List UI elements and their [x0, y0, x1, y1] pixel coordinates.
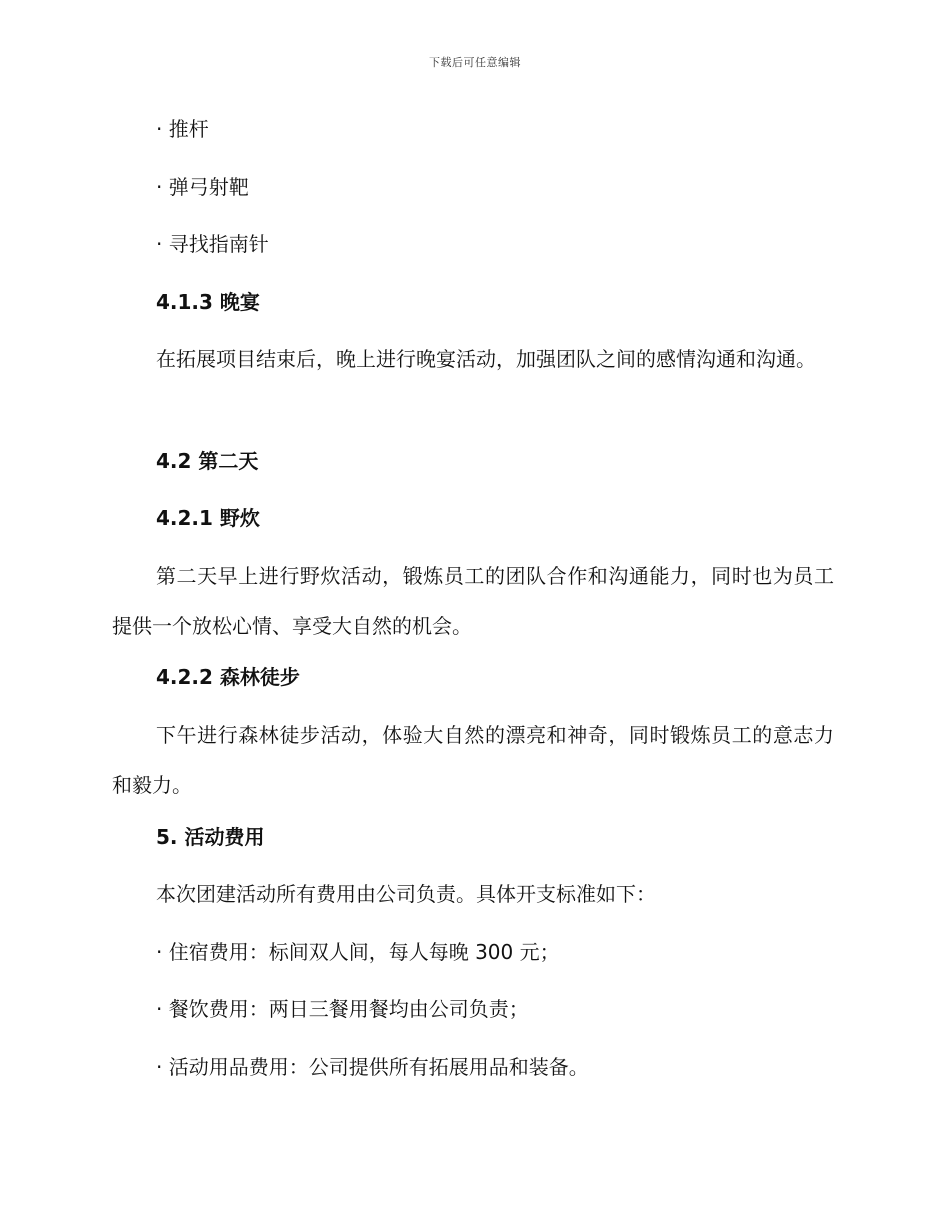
bullet-item: · 弹弓射靶: [156, 175, 249, 199]
section-heading-4-1-3: 4.1.3 晚宴: [156, 290, 260, 314]
paragraph-5-intro: 本次团建活动所有费用由公司负责。具体开支标准如下：: [156, 882, 656, 906]
cost-bullet-item: · 活动用品费用：公司提供所有拓展用品和装备。: [156, 1055, 589, 1079]
section-heading-4-2: 4.2 第二天: [156, 449, 259, 473]
paragraph-4-2-2: 下午进行森林徒步活动，体验大自然的漂亮和神奇，同时锻炼员工的意志力和毅力。: [112, 723, 834, 797]
section-heading-5: 5. 活动费用: [156, 825, 265, 849]
bullet-item: · 推杆: [156, 117, 209, 141]
paragraph-4-2-1: 第二天早上进行野炊活动，锻炼员工的团队合作和沟通能力，同时也为员工提供一个放松心情、享受大自然的机会。: [112, 564, 834, 638]
section-heading-4-2-2: 4.2.2 森林徒步: [156, 665, 300, 689]
cost-bullet-item: · 住宿费用：标间双人间，每人每晚 300 元；: [156, 940, 560, 964]
bullet-item: · 寻找指南针: [156, 232, 269, 256]
section-heading-4-2-1: 4.2.1 野炊: [156, 506, 260, 530]
paragraph-4-1-3: 在拓展项目结束后，晚上进行晚宴活动，加强团队之间的感情沟通和沟通。: [156, 347, 816, 371]
cost-bullet-item: · 餐饮费用：两日三餐用餐均由公司负责；: [156, 997, 529, 1021]
page-header-note: 下载后可任意编辑: [429, 56, 521, 69]
